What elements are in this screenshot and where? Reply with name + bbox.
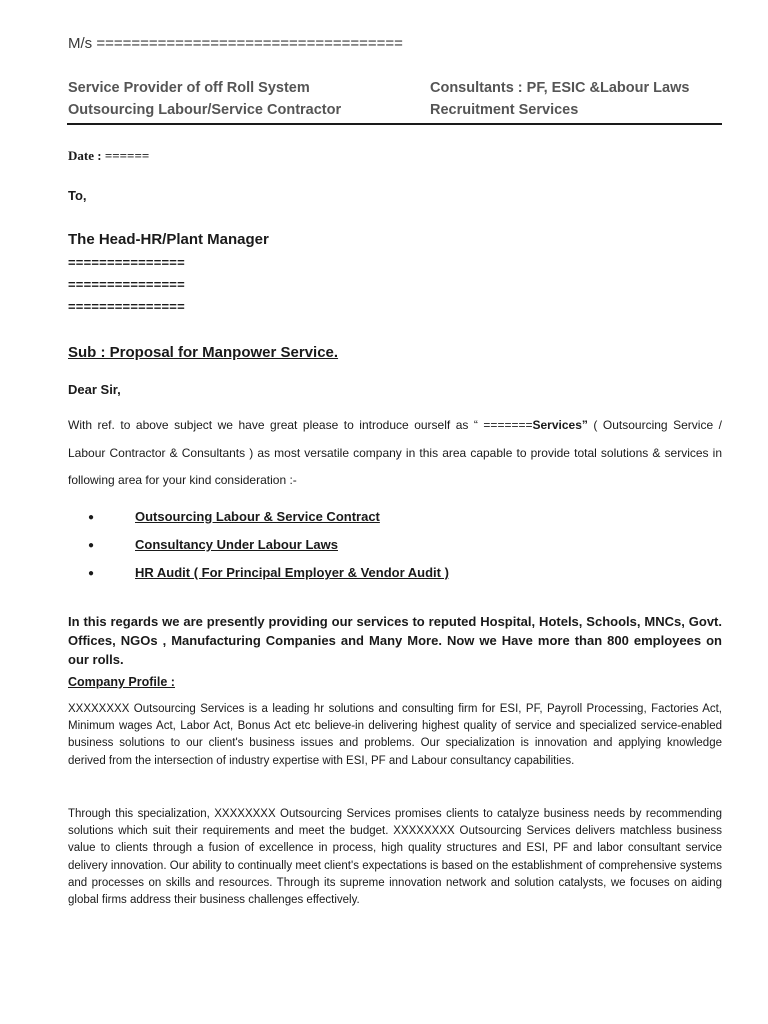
date-line: Date : ====== bbox=[68, 148, 150, 163]
company-profile-paragraph-2: Through this specialization, XXXXXXXX Outsourcing Services promises clients to catalyze business needs by recommending solutions which suit their requirements and meet the budget. XXXXXXXX Outsourcing Services delivers matchless business value to clients through a fusion of excellence in process, high quality structures and ESI, PF and labor consultant service delivery innovation. Our ability to continually meet client's expectations is based on the establishment of comprehensive systems and processes on skills and resources. Through its supreme innovation network and solution catalysts, we focuses on aiding global firms address their business challenges effectively. bbox=[68, 808, 722, 907]
letterhead-right-line-1: Consultants : PF, ESIC &Labour Laws bbox=[430, 80, 690, 96]
service-item bbox=[88, 509, 688, 537]
addressee-line: =============== bbox=[68, 299, 185, 314]
salutation: Dear Sir, bbox=[68, 382, 121, 397]
letterhead-right-line-2: Recruitment Services bbox=[430, 102, 579, 118]
intro-text-start: With ref. to above subject we have great please to introduce ourself as “ ======= bbox=[68, 418, 533, 432]
service-item bbox=[88, 537, 688, 565]
service-item bbox=[88, 565, 688, 593]
company-name-line: M/s =================================== bbox=[68, 35, 403, 52]
letterhead-left-line-1: Service Provider of off Roll System bbox=[68, 80, 310, 96]
service-label: Outsourcing Labour & Service Contract bbox=[135, 509, 380, 524]
addressee-line: =============== bbox=[68, 277, 185, 292]
bullet-icon: ● bbox=[88, 512, 95, 523]
intro-paragraph bbox=[68, 412, 722, 495]
letterhead-divider bbox=[67, 123, 722, 125]
bullet-icon: ● bbox=[88, 568, 95, 579]
intro-company-services: Services” bbox=[532, 418, 588, 432]
company-profile-heading: Company Profile : bbox=[68, 675, 175, 689]
intro-text-end: ( Outsourcing Service / Labour Contractor & Consultants ) as most versatile company in this area capable to provide total solutions & services in following area for your kind consideration :- bbox=[68, 418, 722, 487]
services-list bbox=[88, 509, 688, 593]
subject-line: Sub : Proposal for Manpower Service. bbox=[68, 344, 339, 361]
service-label: HR Audit ( For Principal Employer & Vendor Audit ) bbox=[135, 565, 449, 580]
regards-paragraph: In this regards we are presently providing our services to reputed Hospital, Hotels, Schools, MNCs, Govt. Offices, NGOs , Manufacturing Companies and Many More. Now we Have more than 800 employees on our rolls. bbox=[68, 614, 722, 667]
company-profile-paragraph-1: XXXXXXXX Outsourcing Services is a leading hr solutions and consulting firm for ESI, PF, Payroll Processing, Factories Act, Minimum wages Act, Labor Act, Bonus Act etc believe-in delivering highest quality of service and specialized service-enabled business solutions to our client's business issues and problems. Our specialization is innovation and applying knowledge derived from the intersection of industry expertise with ESI, PF and Labour consultancy capabilities. bbox=[68, 703, 722, 767]
addressee-title: The Head-HR/Plant Manager bbox=[68, 231, 269, 248]
addressee-line: =============== bbox=[68, 255, 185, 270]
to-line: To, bbox=[68, 188, 87, 203]
bullet-icon: ● bbox=[88, 540, 95, 551]
letterhead-left-line-2: Outsourcing Labour/Service Contractor bbox=[68, 102, 342, 118]
service-label: Consultancy Under Labour Laws bbox=[135, 537, 338, 552]
